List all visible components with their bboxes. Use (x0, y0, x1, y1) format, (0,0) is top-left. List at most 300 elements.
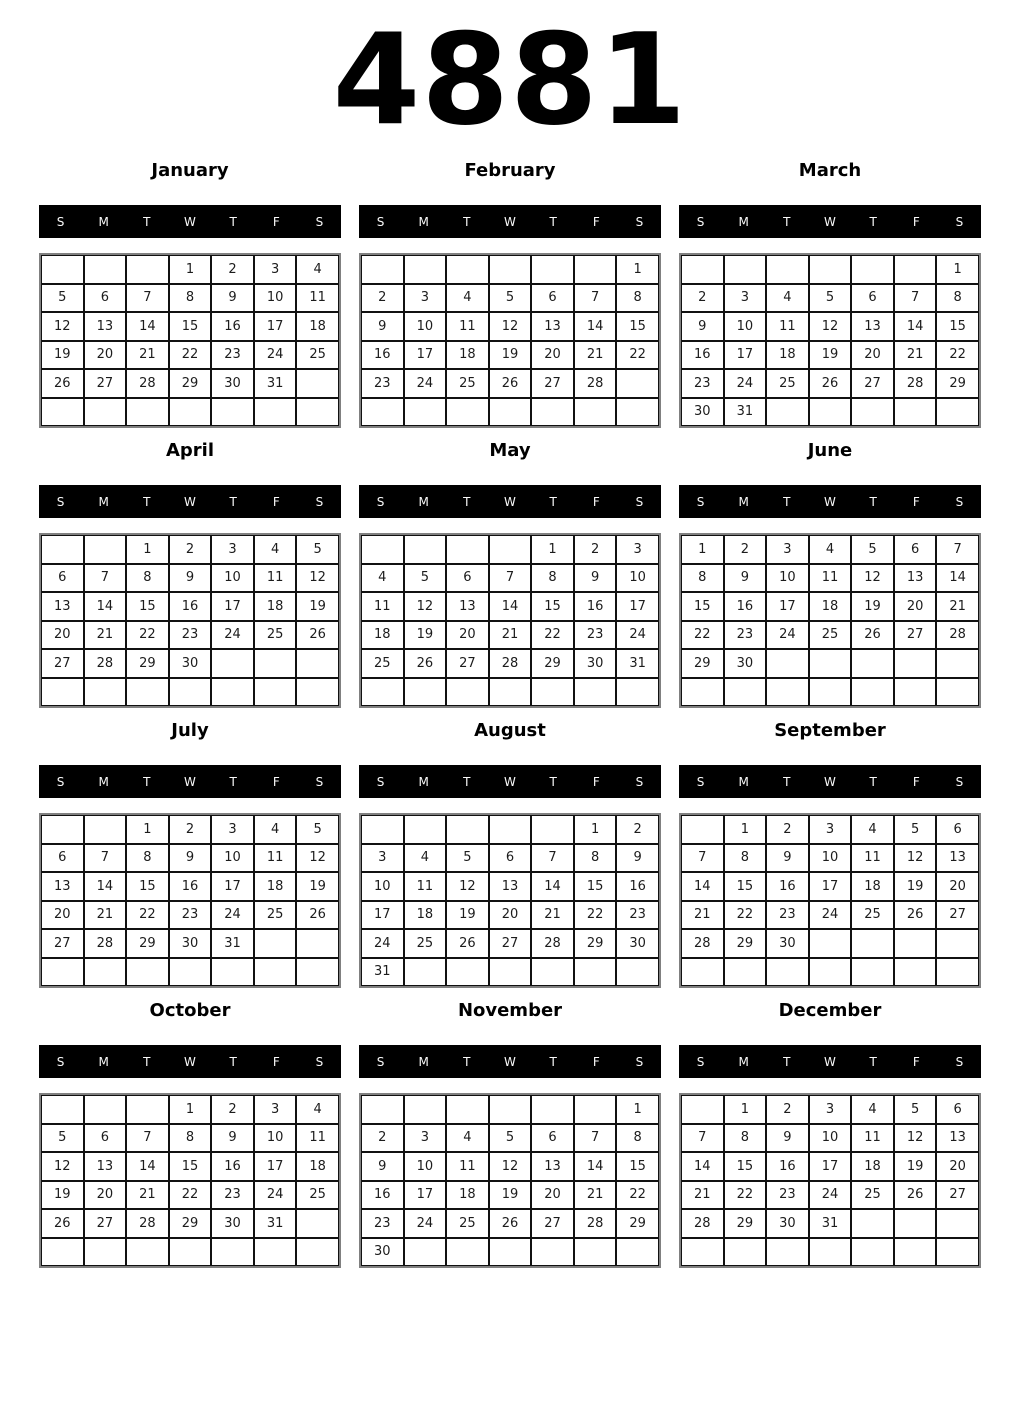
day-cell: 5 (809, 284, 852, 313)
empty-day-cell (681, 1238, 724, 1267)
day-cell: 11 (446, 312, 489, 341)
empty-day-cell (296, 649, 339, 678)
empty-day-cell (84, 255, 127, 284)
empty-day-cell (894, 958, 937, 987)
day-cell: 2 (724, 535, 767, 564)
day-cell: 3 (724, 284, 767, 313)
empty-day-cell (531, 1238, 574, 1267)
day-cell: 25 (446, 369, 489, 398)
empty-day-cell (574, 398, 617, 427)
week-row (681, 901, 979, 930)
day-cell: 8 (724, 1124, 767, 1153)
day-cell: 16 (361, 1181, 404, 1210)
empty-day-cell (169, 958, 212, 987)
day-cell: 21 (489, 621, 532, 650)
weekday-label: S (315, 214, 324, 229)
weekday-label: M (738, 774, 749, 789)
day-cell: 11 (404, 872, 447, 901)
month-name: December (778, 1000, 882, 1021)
weekday-label: T (549, 1054, 557, 1069)
day-cell: 29 (681, 649, 724, 678)
week-row (681, 678, 979, 707)
day-cell: 1 (531, 535, 574, 564)
day-cell: 27 (446, 649, 489, 678)
week-row (41, 872, 339, 901)
day-cell: 19 (489, 341, 532, 370)
day-cell: 23 (211, 1181, 254, 1210)
empty-day-cell (361, 398, 404, 427)
week-row (361, 1095, 659, 1124)
weekday-label: T (229, 494, 237, 509)
day-cell: 12 (894, 1124, 937, 1153)
week-row (361, 649, 659, 678)
day-cell: 30 (361, 1238, 404, 1267)
month-table (679, 1093, 981, 1268)
day-cell: 25 (296, 1181, 339, 1210)
day-cell: 30 (766, 1209, 809, 1238)
day-cell: 28 (531, 929, 574, 958)
day-cell: 24 (211, 901, 254, 930)
day-cell: 18 (254, 872, 297, 901)
day-cell: 22 (724, 1181, 767, 1210)
day-cell: 29 (936, 369, 979, 398)
day-cell: 3 (211, 815, 254, 844)
weekday-label: S (696, 214, 705, 229)
week-row (681, 1238, 979, 1267)
weekday-header-bar (359, 1045, 661, 1078)
day-cell: 1 (169, 1095, 212, 1124)
weekday-label: W (184, 494, 196, 509)
day-cell: 20 (531, 1181, 574, 1210)
week-row (361, 341, 659, 370)
day-cell: 11 (296, 1124, 339, 1153)
day-cell: 1 (724, 815, 767, 844)
day-cell: 2 (681, 284, 724, 313)
weekday-header-bar (359, 205, 661, 238)
month-block (39, 720, 341, 988)
week-row (361, 564, 659, 593)
day-cell: 23 (616, 901, 659, 930)
empty-day-cell (41, 535, 84, 564)
day-cell: 13 (446, 592, 489, 621)
week-row (361, 312, 659, 341)
day-cell: 17 (254, 1152, 297, 1181)
empty-day-cell (41, 398, 84, 427)
weekday-label: S (56, 214, 65, 229)
week-row (361, 1209, 659, 1238)
day-cell: 23 (169, 621, 212, 650)
day-cell: 10 (404, 1152, 447, 1181)
day-cell: 17 (809, 1152, 852, 1181)
day-cell: 14 (489, 592, 532, 621)
empty-day-cell (446, 255, 489, 284)
day-cell: 21 (84, 621, 127, 650)
day-cell: 16 (766, 872, 809, 901)
weekday-label: M (738, 494, 749, 509)
day-cell: 21 (681, 1181, 724, 1210)
day-cell: 27 (41, 929, 84, 958)
weekday-label: S (56, 774, 65, 789)
day-cell: 25 (851, 901, 894, 930)
empty-day-cell (169, 1238, 212, 1267)
day-cell: 24 (254, 341, 297, 370)
empty-day-cell (936, 398, 979, 427)
day-cell: 20 (84, 1181, 127, 1210)
day-cell: 21 (84, 901, 127, 930)
week-row (41, 1124, 339, 1153)
day-cell: 24 (724, 369, 767, 398)
empty-day-cell (84, 1238, 127, 1267)
month-table (359, 533, 661, 708)
week-row (681, 535, 979, 564)
month-block (359, 440, 661, 708)
day-cell: 4 (766, 284, 809, 313)
empty-day-cell (211, 1238, 254, 1267)
day-cell: 8 (126, 564, 169, 593)
day-cell: 14 (531, 872, 574, 901)
day-cell: 26 (41, 369, 84, 398)
day-cell: 7 (84, 564, 127, 593)
empty-day-cell (361, 678, 404, 707)
month-name: February (464, 160, 556, 181)
week-row (41, 621, 339, 650)
day-cell: 7 (681, 1124, 724, 1153)
day-cell: 24 (211, 621, 254, 650)
empty-day-cell (489, 958, 532, 987)
weekday-label: W (824, 214, 836, 229)
empty-day-cell (894, 1209, 937, 1238)
day-cell: 4 (361, 564, 404, 593)
empty-day-cell (724, 1238, 767, 1267)
empty-day-cell (766, 255, 809, 284)
empty-day-cell (766, 398, 809, 427)
weekday-label: S (376, 774, 385, 789)
day-cell: 28 (84, 649, 127, 678)
day-cell: 6 (894, 535, 937, 564)
month-name: April (165, 440, 215, 461)
day-cell: 3 (404, 1124, 447, 1153)
empty-day-cell (361, 255, 404, 284)
empty-day-cell (531, 255, 574, 284)
day-cell: 10 (766, 564, 809, 593)
day-cell: 16 (766, 1152, 809, 1181)
empty-day-cell (84, 1095, 127, 1124)
week-row (361, 1124, 659, 1153)
month-table (359, 813, 661, 988)
day-cell: 15 (169, 1152, 212, 1181)
day-cell: 22 (616, 341, 659, 370)
day-cell: 13 (531, 312, 574, 341)
day-cell: 10 (254, 1124, 297, 1153)
week-row (361, 958, 659, 987)
empty-day-cell (446, 535, 489, 564)
day-cell: 27 (84, 369, 127, 398)
day-cell: 2 (211, 1095, 254, 1124)
day-cell: 14 (126, 1152, 169, 1181)
day-cell: 31 (809, 1209, 852, 1238)
day-cell: 26 (404, 649, 447, 678)
empty-day-cell (681, 255, 724, 284)
weekday-label: F (912, 1054, 920, 1069)
day-cell: 19 (41, 1181, 84, 1210)
empty-day-cell (211, 649, 254, 678)
day-cell: 23 (211, 341, 254, 370)
weekday-label: T (143, 1054, 151, 1069)
day-cell: 23 (766, 901, 809, 930)
day-cell: 22 (681, 621, 724, 650)
day-cell: 20 (531, 341, 574, 370)
empty-day-cell (254, 929, 297, 958)
week-row (41, 929, 339, 958)
day-cell: 3 (211, 535, 254, 564)
week-row (681, 564, 979, 593)
day-cell: 27 (41, 649, 84, 678)
day-cell: 15 (531, 592, 574, 621)
day-cell: 6 (936, 815, 979, 844)
day-cell: 5 (404, 564, 447, 593)
day-cell: 11 (851, 1124, 894, 1153)
empty-day-cell (574, 1095, 617, 1124)
day-cell: 26 (489, 369, 532, 398)
weekday-label: T (463, 1054, 471, 1069)
day-cell: 15 (681, 592, 724, 621)
day-cell: 27 (531, 1209, 574, 1238)
empty-day-cell (254, 678, 297, 707)
weekday-header-bar (359, 765, 661, 798)
day-cell: 19 (296, 872, 339, 901)
day-cell: 29 (574, 929, 617, 958)
empty-day-cell (296, 369, 339, 398)
day-cell: 12 (41, 312, 84, 341)
day-cell: 23 (681, 369, 724, 398)
day-cell: 4 (296, 1095, 339, 1124)
week-row (681, 1181, 979, 1210)
week-row (361, 678, 659, 707)
day-cell: 19 (489, 1181, 532, 1210)
weekday-header-bar (679, 1045, 981, 1078)
day-cell: 7 (84, 844, 127, 873)
day-cell: 20 (936, 1152, 979, 1181)
empty-day-cell (41, 1238, 84, 1267)
day-cell: 14 (681, 1152, 724, 1181)
day-cell: 6 (41, 844, 84, 873)
empty-day-cell (254, 958, 297, 987)
day-cell: 28 (681, 1209, 724, 1238)
day-cell: 1 (616, 255, 659, 284)
day-cell: 12 (809, 312, 852, 341)
day-cell: 1 (126, 535, 169, 564)
day-cell: 22 (724, 901, 767, 930)
weekday-label: T (229, 774, 237, 789)
month-block (39, 440, 341, 708)
weekday-label: S (696, 774, 705, 789)
day-cell: 2 (574, 535, 617, 564)
weekday-label: W (824, 774, 836, 789)
day-cell: 26 (41, 1209, 84, 1238)
day-cell: 9 (211, 1124, 254, 1153)
empty-day-cell (724, 958, 767, 987)
day-cell: 27 (936, 901, 979, 930)
day-cell: 6 (41, 564, 84, 593)
day-cell: 13 (84, 312, 127, 341)
empty-day-cell (489, 1095, 532, 1124)
year-title: 4881 (332, 6, 688, 153)
day-cell: 14 (936, 564, 979, 593)
day-cell: 13 (41, 872, 84, 901)
day-cell: 28 (936, 621, 979, 650)
week-row (361, 284, 659, 313)
day-cell: 1 (616, 1095, 659, 1124)
week-row (681, 341, 979, 370)
weekday-label: S (376, 214, 385, 229)
day-cell: 18 (446, 341, 489, 370)
empty-day-cell (126, 255, 169, 284)
empty-day-cell (936, 1238, 979, 1267)
empty-day-cell (851, 929, 894, 958)
weekday-label: T (143, 494, 151, 509)
month-block (359, 160, 661, 428)
day-cell: 2 (361, 1124, 404, 1153)
day-cell: 22 (531, 621, 574, 650)
week-row (681, 369, 979, 398)
day-cell: 6 (936, 1095, 979, 1124)
day-cell: 3 (766, 535, 809, 564)
day-cell: 8 (126, 844, 169, 873)
empty-day-cell (296, 398, 339, 427)
day-cell: 18 (361, 621, 404, 650)
day-cell: 25 (766, 369, 809, 398)
day-cell: 24 (616, 621, 659, 650)
empty-day-cell (809, 929, 852, 958)
day-cell: 9 (169, 564, 212, 593)
empty-day-cell (851, 398, 894, 427)
empty-day-cell (809, 958, 852, 987)
day-cell: 31 (254, 369, 297, 398)
week-row (681, 872, 979, 901)
month-table (39, 253, 341, 428)
day-cell: 15 (936, 312, 979, 341)
month-table (679, 533, 981, 708)
empty-day-cell (404, 815, 447, 844)
week-row (41, 844, 339, 873)
week-row (41, 901, 339, 930)
day-cell: 4 (254, 815, 297, 844)
day-cell: 27 (531, 369, 574, 398)
day-cell: 9 (766, 1124, 809, 1153)
month-table (679, 253, 981, 428)
empty-day-cell (616, 369, 659, 398)
weekday-label: T (869, 494, 877, 509)
day-cell: 30 (681, 398, 724, 427)
weekday-label: S (315, 1054, 324, 1069)
weekday-label: F (592, 214, 600, 229)
weekday-label: T (229, 214, 237, 229)
day-cell: 31 (211, 929, 254, 958)
day-cell: 23 (169, 901, 212, 930)
day-cell: 29 (126, 649, 169, 678)
week-row (41, 312, 339, 341)
weekday-label: T (783, 774, 791, 789)
empty-day-cell (809, 398, 852, 427)
weekday-label: S (635, 214, 644, 229)
day-cell: 6 (851, 284, 894, 313)
empty-day-cell (489, 815, 532, 844)
day-cell: 13 (531, 1152, 574, 1181)
weekday-label: W (824, 494, 836, 509)
weekday-label: M (98, 214, 109, 229)
day-cell: 5 (41, 284, 84, 313)
week-row (361, 1181, 659, 1210)
day-cell: 5 (41, 1124, 84, 1153)
empty-day-cell (296, 1209, 339, 1238)
week-row (41, 369, 339, 398)
day-cell: 29 (531, 649, 574, 678)
day-cell: 18 (404, 901, 447, 930)
day-cell: 21 (574, 1181, 617, 1210)
day-cell: 26 (894, 1181, 937, 1210)
day-cell: 31 (361, 958, 404, 987)
week-row (681, 1209, 979, 1238)
day-cell: 27 (851, 369, 894, 398)
day-cell: 21 (681, 901, 724, 930)
weekday-label: W (504, 774, 516, 789)
day-cell: 15 (616, 1152, 659, 1181)
month-name: October (149, 1000, 231, 1021)
empty-day-cell (616, 678, 659, 707)
empty-day-cell (446, 815, 489, 844)
empty-day-cell (724, 255, 767, 284)
empty-day-cell (681, 678, 724, 707)
day-cell: 12 (446, 872, 489, 901)
day-cell: 18 (766, 341, 809, 370)
week-row (681, 312, 979, 341)
weekday-label: T (229, 1054, 237, 1069)
weekday-header-bar (39, 1045, 341, 1078)
empty-day-cell (616, 958, 659, 987)
day-cell: 23 (574, 621, 617, 650)
empty-day-cell (296, 678, 339, 707)
day-cell: 23 (724, 621, 767, 650)
day-cell: 25 (404, 929, 447, 958)
empty-day-cell (936, 649, 979, 678)
day-cell: 11 (766, 312, 809, 341)
day-cell: 16 (574, 592, 617, 621)
weekday-label: T (143, 774, 151, 789)
weekday-label: W (504, 1054, 516, 1069)
day-cell: 28 (489, 649, 532, 678)
day-cell: 3 (809, 815, 852, 844)
day-cell: 25 (254, 901, 297, 930)
day-cell: 17 (254, 312, 297, 341)
day-cell: 30 (766, 929, 809, 958)
day-cell: 7 (531, 844, 574, 873)
day-cell: 21 (531, 901, 574, 930)
day-cell: 25 (296, 341, 339, 370)
empty-day-cell (809, 649, 852, 678)
day-cell: 25 (254, 621, 297, 650)
day-cell: 5 (489, 284, 532, 313)
day-cell: 4 (404, 844, 447, 873)
day-cell: 7 (489, 564, 532, 593)
day-cell: 3 (254, 1095, 297, 1124)
empty-day-cell (574, 1238, 617, 1267)
day-cell: 9 (766, 844, 809, 873)
day-cell: 9 (724, 564, 767, 593)
empty-day-cell (446, 1238, 489, 1267)
day-cell: 3 (404, 284, 447, 313)
month-table (39, 813, 341, 988)
day-cell: 30 (169, 649, 212, 678)
